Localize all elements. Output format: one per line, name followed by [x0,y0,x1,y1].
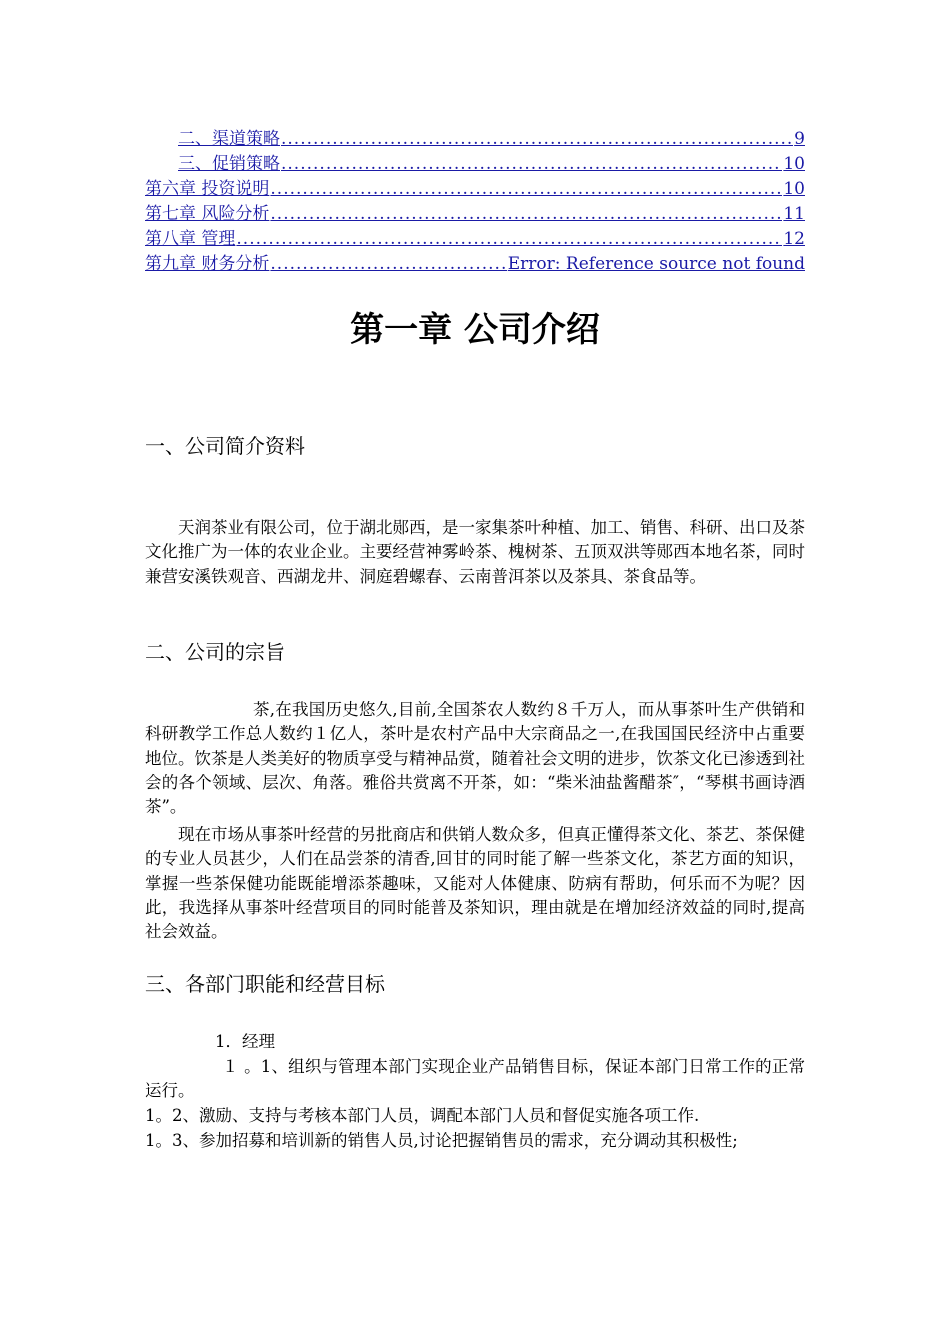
paragraph-purpose-1: 茶,在我国历史悠久,目前,全国茶农人数约８千万人，而从事茶叶生产供销和科研教学工作总人数约１亿人，茶叶是农村产品中大宗商品之一,在我国国民经济中占重要地位。饮茶是人类美好的物质享受与精神品赏，随着社会文明的进步，饮茶文化已渗透到社会的各个领域、层次、角落。雅俗共赏离不开茶，如：“柴米油盐酱醋茶″，“琴棋书画诗酒茶”。 [145,700,805,817]
toc-entry-label: 第九章 财务分析 [145,254,270,274]
paragraph-purpose-2: 现在市场从事茶叶经营的另批商店和供销人数众多，但真正懂得茶文化、茶艺、茶保健的专业人员甚少，人们在品尝茶的清香,回甘的同时能了解一些茶文化，茶艺方面的知识，掌握一些茶保健功能既能增添茶趣味，又能对人体健康、防病有帮助，何乐而不为呢？因此，我选择从事茶叶经营项目的同时能普及茶知识，理由就是在增加经济效益的同时,提高社会效益。 [145,825,805,942]
toc-entry-channel-strategy[interactable] [145,124,805,149]
chapter-title: 第一章 公司介绍 [350,310,600,350]
toc-leader-dots [270,179,782,199]
toc-entry-chapter-9[interactable] [145,249,805,274]
toc-entry-promotion-strategy[interactable] [145,149,805,174]
toc-leader-dots [270,254,506,274]
toc-entry-label: 第七章 风险分析 [145,204,270,224]
toc-entry-page: 10 [783,154,805,174]
toc-entry-chapter-7[interactable] [145,199,805,224]
toc-leader-dots [270,204,782,224]
toc-entry-page: 11 [783,204,805,224]
list-item-1-3: 1。3、参加招募和培训新的销售人员,讨论把握销售员的需求，充分调动其积极性; [145,1131,738,1150]
toc-entry-page: 9 [794,129,805,149]
list-item-manager: 1．经理 [215,1032,275,1051]
toc-entry-page: Error: Reference source not found [507,254,805,274]
toc-entry-page: 12 [783,229,805,249]
table-of-contents [145,124,805,274]
toc-entry-label: 三、促销策略 [178,154,280,174]
section-heading-company-profile: 一、公司简介资料 [145,434,305,458]
toc-entry-page: 10 [783,179,805,199]
paragraph-company-profile: 天润茶业有限公司，位于湖北郧西，是一家集茶叶种植、加工、销售、科研、出口及茶文化推广为一体的农业企业。主要经营神雾岭茶、槐树茶、五顶双洪等郧西本地名茶，同时兼营安溪铁观音、西湖龙井、洞庭碧螺春、云南普洱茶以及茶具、茶食品等。 [145,518,805,586]
toc-entry-label: 二、渠道策略 [178,129,280,149]
toc-leader-dots [236,229,782,249]
toc-entry-label: 第八章 管理 [145,229,236,249]
toc-entry-chapter-6[interactable] [145,174,805,199]
toc-entry-chapter-8[interactable] [145,224,805,249]
list-item-1-2: 1。2、激励、支持与考核本部门人员，调配本部门人员和督促实施各项工作. [145,1106,700,1125]
list-item-1-1: １ 。1、组织与管理本部门实现企业产品销售目标，保证本部门日常工作的正常运行。 [145,1057,805,1101]
section-heading-departments: 三、各部门职能和经营目标 [145,972,385,996]
toc-leader-dots [281,129,793,149]
section-heading-purpose: 二、公司的宗旨 [145,640,285,664]
toc-entry-label: 第六章 投资说明 [145,179,270,199]
toc-leader-dots [281,154,782,174]
